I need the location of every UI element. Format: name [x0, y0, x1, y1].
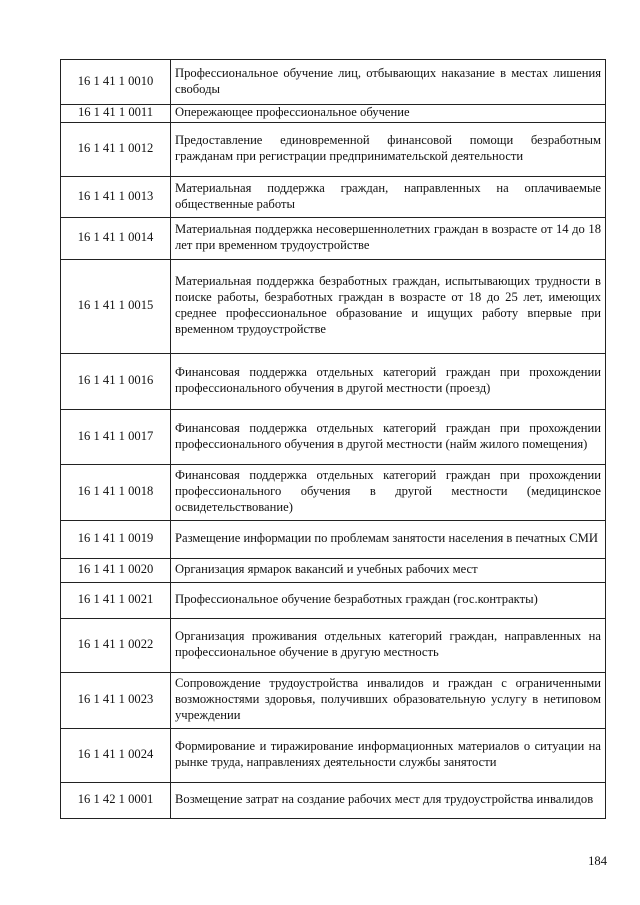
table-row — [61, 354, 606, 410]
classification-code: 16 1 41 1 0024 — [61, 729, 171, 783]
code-description: Профессиональное обучение безработных граждан (гос.контракты) — [171, 583, 606, 619]
classification-code: 16 1 41 1 0011 — [61, 105, 171, 123]
table-row — [61, 583, 606, 619]
table-row — [61, 60, 606, 105]
code-description: Организация проживания отдельных категорий граждан, направленных на профессиональное обучение в другую местность — [171, 619, 606, 673]
classification-code: 16 1 41 1 0020 — [61, 559, 171, 583]
code-description: Организация ярмарок вакансий и учебных рабочих мест — [171, 559, 606, 583]
table-row — [61, 260, 606, 354]
code-description: Материальная поддержка безработных граждан, испытывающих трудности в поиске работы, безработных граждан в возрасте от 18 до 25 лет, имеющих среднее профессиональное образование и ищущих работу впервые при временном трудоустройстве — [171, 260, 606, 354]
table-row — [61, 619, 606, 673]
code-description: Размещение информации по проблемам занятости населения в печатных СМИ — [171, 521, 606, 559]
code-description: Предоставление единовременной финансовой помощи безработным гражданам при регистрации предпринимательской деятельности — [171, 123, 606, 177]
classification-code: 16 1 41 1 0014 — [61, 218, 171, 260]
table-row — [61, 410, 606, 465]
classification-code: 16 1 41 1 0010 — [61, 60, 171, 105]
code-description: Финансовая поддержка отдельных категорий граждан при прохождении профессионального обучения в другой местности (проезд) — [171, 354, 606, 410]
table-row — [61, 105, 606, 123]
table-row — [61, 559, 606, 583]
classification-code: 16 1 41 1 0019 — [61, 521, 171, 559]
classification-code: 16 1 41 1 0016 — [61, 354, 171, 410]
budget-codes-table — [60, 59, 606, 819]
code-description: Опережающее профессиональное обучение — [171, 105, 606, 123]
page-number: 184 — [588, 854, 607, 868]
table-row — [61, 465, 606, 521]
classification-code: 16 1 41 1 0012 — [61, 123, 171, 177]
classification-code: 16 1 41 1 0021 — [61, 583, 171, 619]
table-row — [61, 729, 606, 783]
classification-code: 16 1 41 1 0022 — [61, 619, 171, 673]
table-row — [61, 218, 606, 260]
code-description: Материальная поддержка несовершеннолетних граждан в возрасте от 14 до 18 лет при временном трудоустройстве — [171, 218, 606, 260]
table-row — [61, 123, 606, 177]
classification-code: 16 1 41 1 0023 — [61, 673, 171, 729]
table-row — [61, 177, 606, 218]
table-row — [61, 783, 606, 819]
code-description: Финансовая поддержка отдельных категорий граждан при прохождении профессионального обучения в другой местности (найм жилого помещения) — [171, 410, 606, 465]
classification-code: 16 1 41 1 0017 — [61, 410, 171, 465]
code-description: Сопровождение трудоустройства инвалидов и граждан с ограниченными возможностями здоровья, получивших образовательную услугу в нетиповом учреждении — [171, 673, 606, 729]
code-description: Возмещение затрат на создание рабочих мест для трудоустройства инвалидов — [171, 783, 606, 819]
classification-code: 16 1 42 1 0001 — [61, 783, 171, 819]
classification-code: 16 1 41 1 0013 — [61, 177, 171, 218]
code-description: Формирование и тиражирование информационных материалов о ситуации на рынке труда, направлениях деятельности службы занятости — [171, 729, 606, 783]
code-description: Профессиональное обучение лиц, отбывающих наказание в местах лишения свободы — [171, 60, 606, 105]
classification-code: 16 1 41 1 0018 — [61, 465, 171, 521]
table-row — [61, 673, 606, 729]
code-description: Финансовая поддержка отдельных категорий граждан при прохождении профессионального обучения в другой местности (медицинское освидетельствование) — [171, 465, 606, 521]
table-row — [61, 521, 606, 559]
code-description: Материальная поддержка граждан, направленных на оплачиваемые общественные работы — [171, 177, 606, 218]
classification-code: 16 1 41 1 0015 — [61, 260, 171, 354]
